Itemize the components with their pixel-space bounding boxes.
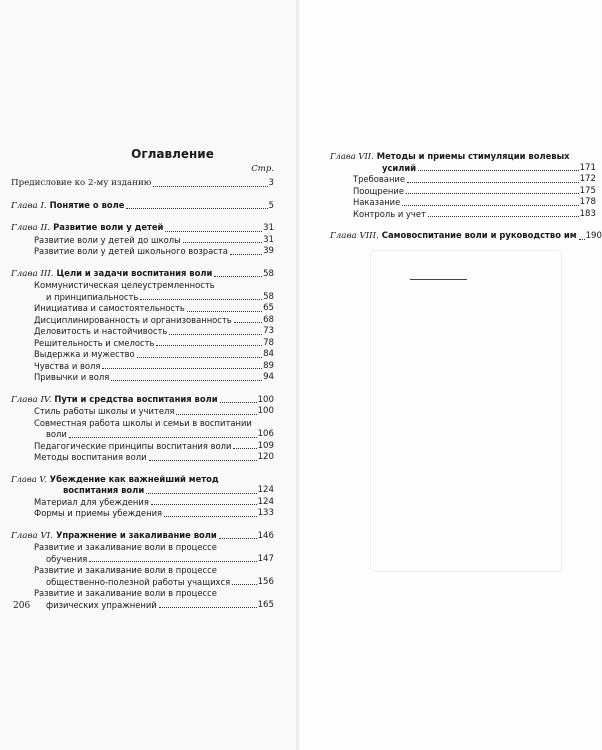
show-through-texture <box>370 250 562 572</box>
toc-entry <box>11 441 274 453</box>
page-column-label: Стр. <box>251 164 274 174</box>
entry-page: 78 <box>263 337 274 348</box>
entry-page: 31 <box>263 223 274 233</box>
toc-entry-preface <box>11 178 274 190</box>
toc-chapter-7 <box>330 163 596 175</box>
toc-entry <box>11 497 274 509</box>
dot-leader <box>230 254 262 255</box>
dot-leader <box>126 208 267 209</box>
dot-leader <box>183 242 262 243</box>
entry-text: Предисловие ко 2-му изданию <box>11 178 152 188</box>
dot-leader <box>140 299 262 300</box>
entry-page: 94 <box>263 372 274 382</box>
page-number: 206 <box>13 601 31 611</box>
toc-entry <box>11 554 274 566</box>
left-page <box>0 0 300 750</box>
entry-text: Поощрение <box>353 185 404 196</box>
toc-entry <box>11 372 274 384</box>
entry-page: 84 <box>263 349 274 359</box>
dot-leader <box>233 448 256 449</box>
toc-entry <box>11 452 274 464</box>
dot-leader <box>418 170 578 171</box>
toc-right <box>330 151 602 243</box>
entry-page: 31 <box>263 234 274 245</box>
dot-leader <box>149 460 257 461</box>
toc-entry <box>11 292 274 304</box>
entry-page: 146 <box>257 530 274 541</box>
toc-chapter-6 <box>11 530 274 543</box>
entry-page: 100 <box>257 406 274 416</box>
entry-text: Чувства и воля <box>34 360 101 371</box>
chapter-label: Глава VI. <box>11 530 53 541</box>
toc-entry <box>11 246 274 258</box>
dot-leader <box>219 538 257 539</box>
chapter-label: Глава III. <box>11 268 54 279</box>
entry-page: 133 <box>257 508 274 518</box>
dot-leader <box>232 584 256 585</box>
entry-text: Педагогические принципы воспитания воли <box>34 440 232 451</box>
entry-page: 68 <box>263 314 274 325</box>
entry-page: 5 <box>268 200 274 211</box>
chapter-title-cont: усилий <box>382 162 417 173</box>
entry-text: Деловитость и настойчивость <box>34 326 168 336</box>
entry-page: 109 <box>257 440 274 451</box>
entry-text: Контроль и учет <box>353 208 426 219</box>
dot-leader <box>151 504 257 505</box>
entry-page: 100 <box>257 394 274 405</box>
toc-entry <box>11 235 274 247</box>
entry-page: 183 <box>579 208 596 219</box>
toc-entry <box>11 508 274 520</box>
toc-chapter-4 <box>11 394 274 407</box>
entry-text: и принципиальность <box>46 291 139 302</box>
entry-text: Материал для убеждения <box>34 496 149 507</box>
chapter-label: Глава IV. <box>11 394 52 405</box>
entry-page: 124 <box>257 496 274 507</box>
dot-leader <box>102 368 262 369</box>
chapter-title: Пути и средства воспитания воли <box>54 393 218 404</box>
chapter-label: Глава V. <box>11 473 47 484</box>
entry-page: 106 <box>257 429 274 439</box>
toc-entry <box>330 174 596 186</box>
dot-leader <box>579 239 585 240</box>
toc-entry-line: Коммунистическая целеустремленность <box>34 280 215 290</box>
toc-entry <box>330 209 596 221</box>
toc-entry-line: Развитие и закаливание воли в процессе <box>34 565 217 575</box>
dot-leader <box>89 561 256 562</box>
dot-leader <box>159 607 257 608</box>
toc-chapter-2 <box>11 222 274 235</box>
dot-leader <box>234 322 262 323</box>
toc-entry <box>11 326 274 338</box>
dot-leader <box>407 182 579 183</box>
entry-page: 89 <box>263 360 274 371</box>
dot-leader <box>69 437 257 438</box>
entry-text: Привычки и воля <box>34 372 110 382</box>
chapter-title: Методы и приемы стимуляции волевых <box>376 151 570 161</box>
entry-text: обучения <box>46 553 88 564</box>
dot-leader <box>146 493 256 494</box>
entry-text: Инициатива и самостоятельность <box>34 303 185 313</box>
toc-entry <box>330 186 596 198</box>
entry-text: Формы и приемы убеждения <box>34 508 163 518</box>
entry-text: общественно-полезной работы учащихся <box>46 576 231 587</box>
entry-text: Развитие воли у детей до школы <box>34 234 181 245</box>
chapter-title: Упражнение и закаливание воли <box>55 529 217 540</box>
chapter-title: Убеждение как важнейший метод <box>49 473 219 484</box>
entry-page: 65 <box>263 303 274 313</box>
dot-leader <box>187 311 262 312</box>
toc-entry <box>11 303 274 315</box>
entry-page: 124 <box>257 485 274 495</box>
dot-leader <box>153 186 267 187</box>
chapter-label: Глава II. <box>11 223 51 233</box>
toc-chapter-3 <box>11 268 274 281</box>
end-rule <box>410 279 467 280</box>
toc-entry <box>11 315 274 327</box>
entry-text: воли <box>46 429 67 439</box>
chapter-title-cont: воспитания воли <box>63 485 145 495</box>
toc-entry <box>11 338 274 350</box>
toc-left <box>11 144 274 611</box>
chapter-label: Глава VIII. <box>330 231 379 241</box>
entry-text: Наказание <box>353 197 401 207</box>
entry-page: 73 <box>263 326 274 336</box>
entry-page: 39 <box>263 246 274 256</box>
entry-text: Требование <box>353 174 406 184</box>
toc-entry-line: Развитие и закаливание воли в процессе <box>34 588 217 598</box>
entry-text: Развитие воли у детей школьного возраста <box>34 246 228 256</box>
toc-entry <box>11 577 274 589</box>
dot-leader <box>156 345 262 346</box>
entry-page: 58 <box>263 291 274 302</box>
dot-leader <box>428 216 579 217</box>
toc-title: Оглавление <box>131 147 214 161</box>
entry-page: 190 <box>585 231 602 241</box>
toc-chapter-1 <box>11 200 274 213</box>
entry-text: Методы воспитания воли <box>34 452 147 462</box>
chapter-label: Глава VII. <box>330 151 374 161</box>
toc-chapter-7-line <box>330 151 596 163</box>
toc-entry-line: Развитие и закаливание воли в процессе <box>34 542 217 552</box>
toc-entry <box>330 197 596 209</box>
dot-leader <box>169 334 262 335</box>
toc-entry <box>11 406 274 418</box>
dot-leader <box>220 402 257 403</box>
chapter-title: Цели и задачи воспитания воли <box>56 267 213 278</box>
entry-text: физических упражнений <box>46 599 157 610</box>
toc-chapter-8 <box>330 230 602 243</box>
toc-entry <box>11 600 274 612</box>
entry-page: 120 <box>257 452 274 462</box>
entry-page: 156 <box>257 576 274 587</box>
dot-leader <box>176 414 256 415</box>
toc-entry <box>11 429 274 441</box>
dot-leader <box>402 205 578 206</box>
entry-page: 3 <box>268 178 274 188</box>
entry-text: Дисциплинированность и организованность <box>34 314 232 325</box>
dot-leader <box>111 380 262 381</box>
chapter-label: Глава I. <box>11 200 47 211</box>
entry-text: Выдержка и мужество <box>34 349 135 359</box>
entry-page: 147 <box>257 553 274 564</box>
dot-leader <box>214 276 262 277</box>
dot-leader <box>406 193 579 194</box>
toc-chapter-5 <box>11 485 274 497</box>
entry-page: 165 <box>257 599 274 610</box>
chapter-title: Развитие воли у детей <box>53 222 164 232</box>
entry-page: 58 <box>263 268 274 279</box>
chapter-title: Самовоспитание воли и руководство им <box>381 230 577 240</box>
entry-text: Решительность и смелость <box>34 337 155 348</box>
toc-entry-line: Совместная работа школы и семьи в воспитании <box>34 417 252 428</box>
entry-page: 172 <box>579 174 596 184</box>
dot-leader <box>165 231 262 232</box>
toc-entry <box>11 361 274 373</box>
entry-page: 175 <box>579 185 596 196</box>
entry-text: Стиль работы школы и учителя <box>34 406 175 416</box>
entry-page: 171 <box>579 162 596 173</box>
dot-leader <box>164 516 257 517</box>
toc-entry <box>11 349 274 361</box>
entry-page: 178 <box>579 197 596 207</box>
toc-chapter-5-line <box>11 474 274 486</box>
dot-leader <box>137 357 262 358</box>
chapter-title: Понятие о воле <box>49 199 125 210</box>
